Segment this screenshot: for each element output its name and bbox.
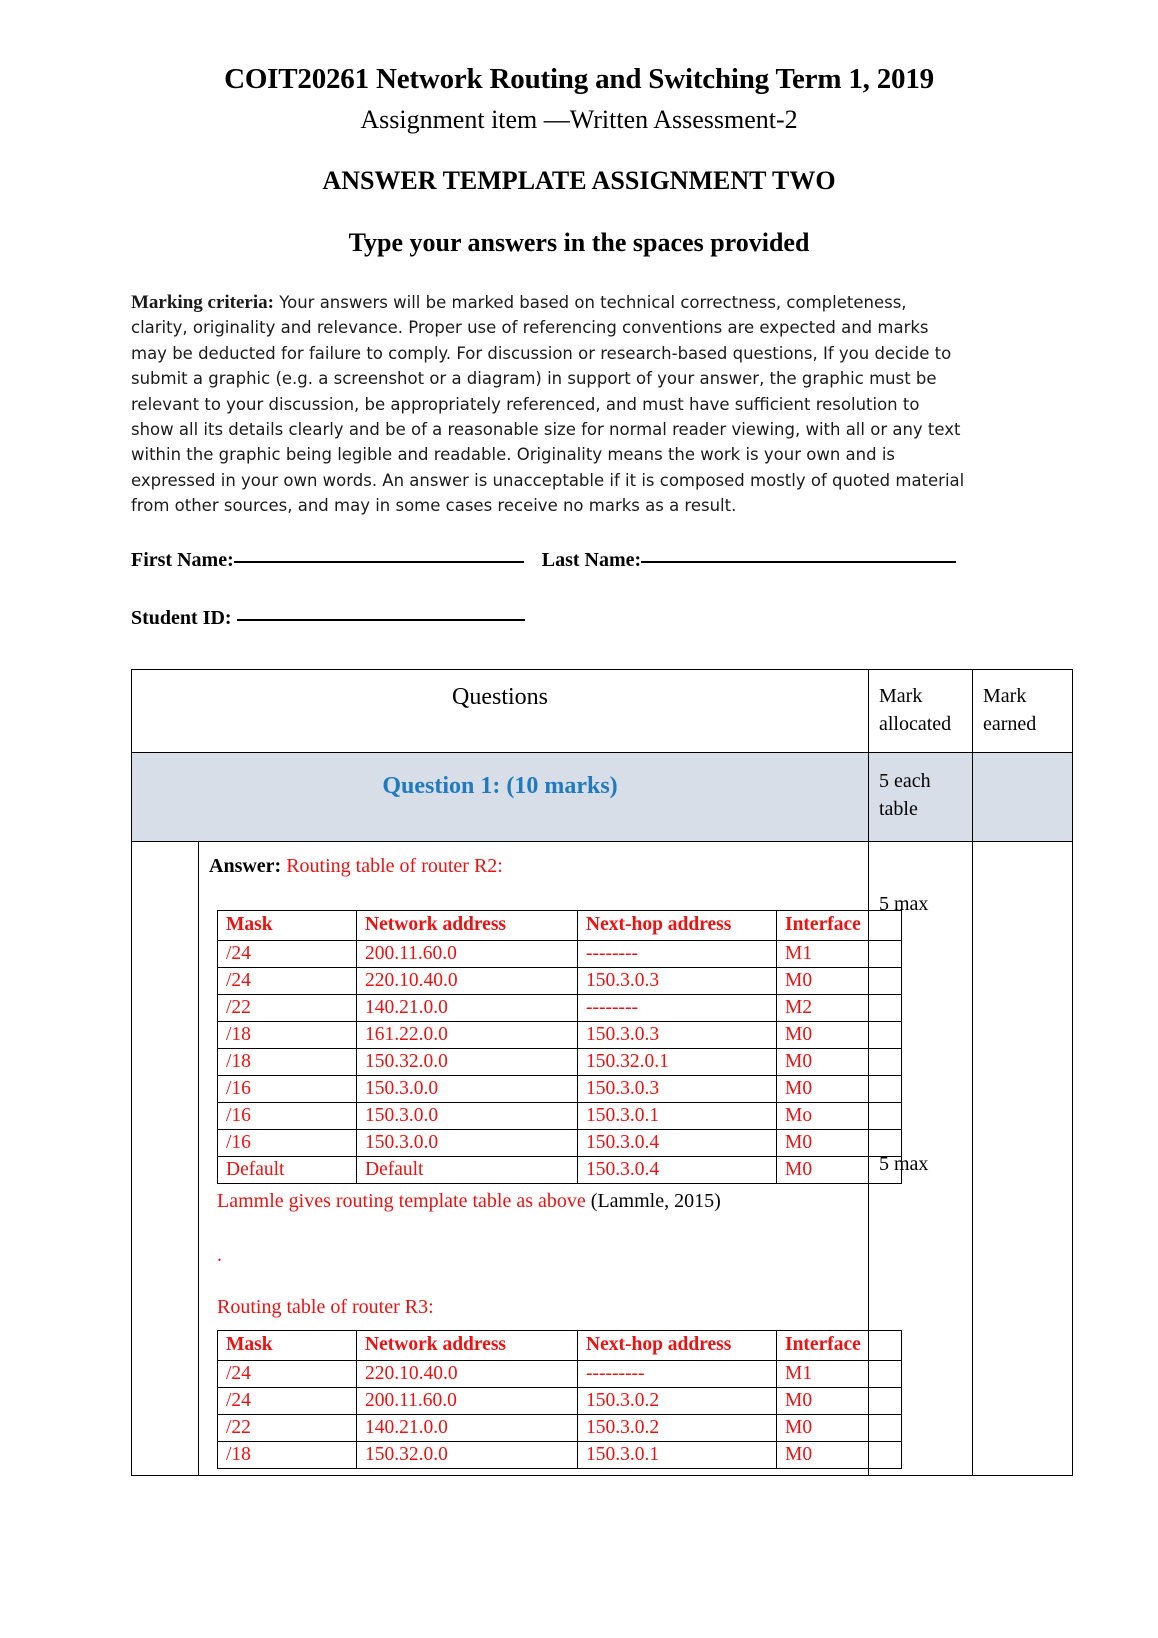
table-row	[218, 1360, 902, 1387]
answer-body	[199, 842, 902, 1475]
first-name-label: First Name:	[131, 548, 234, 571]
answer-heading-r2	[209, 852, 902, 880]
page-title-line-3: ANSWER TEMPLATE ASSIGNMENT TWO	[322, 166, 836, 195]
answer-left-gutter	[132, 842, 199, 1475]
r2-r1-nexthop: 150.3.0.3	[578, 967, 777, 994]
r3-r2-network: 140.21.0.0	[357, 1414, 578, 1441]
student-id-input[interactable]	[237, 619, 525, 621]
r3-r1-mask: /24	[218, 1387, 357, 1414]
page-title-line-1: COIT20261 Network Routing and Switching Term 1, 2019	[224, 63, 934, 95]
marking-criteria-text: Your answers will be marked based on technical correctness, completeness, clarity, originality and relevance. Proper use of referencing conventions are expected and marks may be deducted for failure to comply. For discussion or research-based questions, If you decide to submit a graphic (e.g. a screenshot or a diagram) in support of your answer, the graphic must be relevant to your discussion, be appropriately referenced, and must have sufficient resolution to show all its details clearly and be of a reasonable size for normal reader viewing, with all or any text within the graphic being legible and readable. Originality means the work is your own and is expressed in your own words. An answer is unacceptable if it is composed mostly of quoted material from other sources, and may in some cases receive no marks as a result.	[131, 293, 965, 516]
student-id-label: Student ID:	[131, 606, 232, 629]
r2-r8-mask: Default	[218, 1156, 357, 1183]
r2-r8-network: Default	[357, 1156, 578, 1183]
routing-table-r2-header-row	[218, 910, 902, 940]
table-row	[218, 994, 902, 1021]
r2-r8-interface: M0	[777, 1156, 902, 1183]
marking-criteria-label: Marking criteria:	[131, 292, 274, 313]
first-name-input[interactable]	[234, 561, 524, 563]
r2-r8-nexthop: 150.3.0.4	[578, 1156, 777, 1183]
answer-label: Answer:	[209, 854, 282, 877]
r3-col-network-address: Network address	[357, 1330, 578, 1360]
r2-r2-network: 140.21.0.0	[357, 994, 578, 1021]
name-fields-row	[131, 545, 1027, 575]
r2-col-network-address: Network address	[357, 910, 578, 940]
r3-r0-nexthop: ---------	[578, 1360, 777, 1387]
r2-r5-mask: /16	[218, 1075, 357, 1102]
r2-r7-network: 150.3.0.0	[357, 1129, 578, 1156]
r3-r0-interface: M1	[777, 1360, 902, 1387]
r3-r3-interface: M0	[777, 1441, 902, 1468]
answer-mark-allocated-2: 5 max	[879, 1152, 929, 1175]
table-row	[218, 1048, 902, 1075]
answer-cell[interactable]	[132, 841, 869, 1475]
table-row	[218, 1102, 902, 1129]
table-row	[218, 1414, 902, 1441]
r3-col-interface: Interface	[777, 1330, 902, 1360]
r3-col-next-hop-address: Next-hop address	[578, 1330, 777, 1360]
question-1-mark-earned-cell[interactable]	[973, 752, 1073, 841]
r2-col-next-hop-address: Next-hop address	[578, 910, 777, 940]
r3-r3-nexthop: 150.3.0.1	[578, 1441, 777, 1468]
r2-r4-interface: M0	[777, 1048, 902, 1075]
r3-r0-network: 220.10.40.0	[357, 1360, 578, 1387]
r2-r3-mask: /18	[218, 1021, 357, 1048]
r3-r1-network: 200.11.60.0	[357, 1387, 578, 1414]
table-row	[218, 1021, 902, 1048]
stray-period: .	[217, 1243, 222, 1266]
table-row	[218, 1387, 902, 1414]
document-content	[131, 60, 1037, 1476]
r2-r5-nexthop: 150.3.0.3	[578, 1075, 777, 1102]
r3-col-mask: Mask	[218, 1330, 357, 1360]
r3-r3-network: 150.32.0.0	[357, 1441, 578, 1468]
r3-r0-mask: /24	[218, 1360, 357, 1387]
last-name-input[interactable]	[641, 561, 956, 563]
lammle-citation-black: (Lammle, 2015)	[590, 1189, 721, 1212]
header-mark-earned-label: Mark earned	[983, 684, 1037, 735]
answer-mark-earned-cell[interactable]	[973, 841, 1073, 1475]
r2-r1-network: 220.10.40.0	[357, 967, 578, 994]
r2-r6-nexthop: 150.3.0.1	[578, 1102, 777, 1129]
r2-r4-mask: /18	[218, 1048, 357, 1075]
r2-col-interface: Interface	[777, 910, 902, 940]
question-1-mark-allocated: 5 each table	[879, 769, 931, 820]
r2-r7-mask: /16	[218, 1129, 357, 1156]
r2-r3-nexthop: 150.3.0.3	[578, 1021, 777, 1048]
question-1-mark-earned	[973, 753, 1072, 767]
r2-r5-network: 150.3.0.0	[357, 1075, 578, 1102]
r2-r2-mask: /22	[218, 994, 357, 1021]
last-name-label: Last Name:	[541, 548, 642, 571]
marking-table-header-row	[132, 669, 1073, 752]
table-row	[218, 1156, 902, 1183]
r2-r2-interface: M2	[777, 994, 902, 1021]
r2-r4-nexthop: 150.32.0.1	[578, 1048, 777, 1075]
table-row	[218, 1075, 902, 1102]
marking-table	[131, 669, 1073, 1476]
routing-table-r3-header-row	[218, 1330, 902, 1360]
r2-r6-mask: /16	[218, 1102, 357, 1129]
r2-r6-network: 150.3.0.0	[357, 1102, 578, 1129]
question-1-title: Question 1: (10 marks)	[382, 772, 618, 799]
question-1-answer-row	[132, 841, 1073, 1475]
r2-heading-text: Routing table of router R2:	[286, 854, 503, 877]
header-mark-allocated-label: Mark allocated	[879, 684, 952, 735]
r2-r0-nexthop: --------	[578, 940, 777, 967]
table-row	[218, 1129, 902, 1156]
r2-r1-mask: /24	[218, 967, 357, 994]
header-questions-label: Questions	[452, 683, 548, 710]
header-cell-mark-earned	[973, 669, 1073, 752]
table-row	[218, 940, 902, 967]
r2-col-mask: Mask	[218, 910, 357, 940]
page-title-line-4: Type your answers in the spaces provided	[348, 228, 810, 257]
r3-r2-interface: M0	[777, 1414, 902, 1441]
r3-r3-mask: /18	[218, 1441, 357, 1468]
r2-r1-interface: M0	[777, 967, 902, 994]
r2-r0-interface: M1	[777, 940, 902, 967]
r3-r2-nexthop: 150.3.0.2	[578, 1414, 777, 1441]
r2-r3-interface: M0	[777, 1021, 902, 1048]
lammle-citation-line	[217, 1188, 902, 1214]
answer-mark-allocated-1: 5 max	[879, 892, 929, 915]
r2-r5-interface: M0	[777, 1075, 902, 1102]
question-1-title-cell	[132, 752, 869, 841]
table-row	[218, 967, 902, 994]
table-row	[218, 1441, 902, 1468]
header-cell-mark-allocated	[869, 669, 973, 752]
r2-r0-network: 200.11.60.0	[357, 940, 578, 967]
r2-r6-interface: Mo	[777, 1102, 902, 1129]
lammle-citation-red: Lammle gives routing template table as above	[217, 1189, 586, 1212]
r2-r4-network: 150.32.0.0	[357, 1048, 578, 1075]
question-1-header-row	[132, 752, 1073, 841]
student-id-row	[131, 603, 1027, 633]
r3-r1-interface: M0	[777, 1387, 902, 1414]
routing-table-r3	[217, 1330, 902, 1469]
r3-heading-text: Routing table of router R3:	[217, 1295, 434, 1318]
marking-criteria-paragraph	[131, 290, 967, 519]
question-1-mark-allocated-cell	[869, 752, 973, 841]
r2-r3-network: 161.22.0.0	[357, 1021, 578, 1048]
r3-r1-nexthop: 150.3.0.2	[578, 1387, 777, 1414]
r3-r2-mask: /22	[218, 1414, 357, 1441]
routing-table-r2	[217, 910, 902, 1184]
r2-r2-nexthop: --------	[578, 994, 777, 1021]
page-title-line-2: Assignment item —Written Assessment-2	[360, 105, 798, 134]
r2-r7-nexthop: 150.3.0.4	[578, 1129, 777, 1156]
r2-r0-mask: /24	[218, 940, 357, 967]
r2-r7-interface: M0	[777, 1129, 902, 1156]
header-cell-questions	[132, 669, 869, 752]
